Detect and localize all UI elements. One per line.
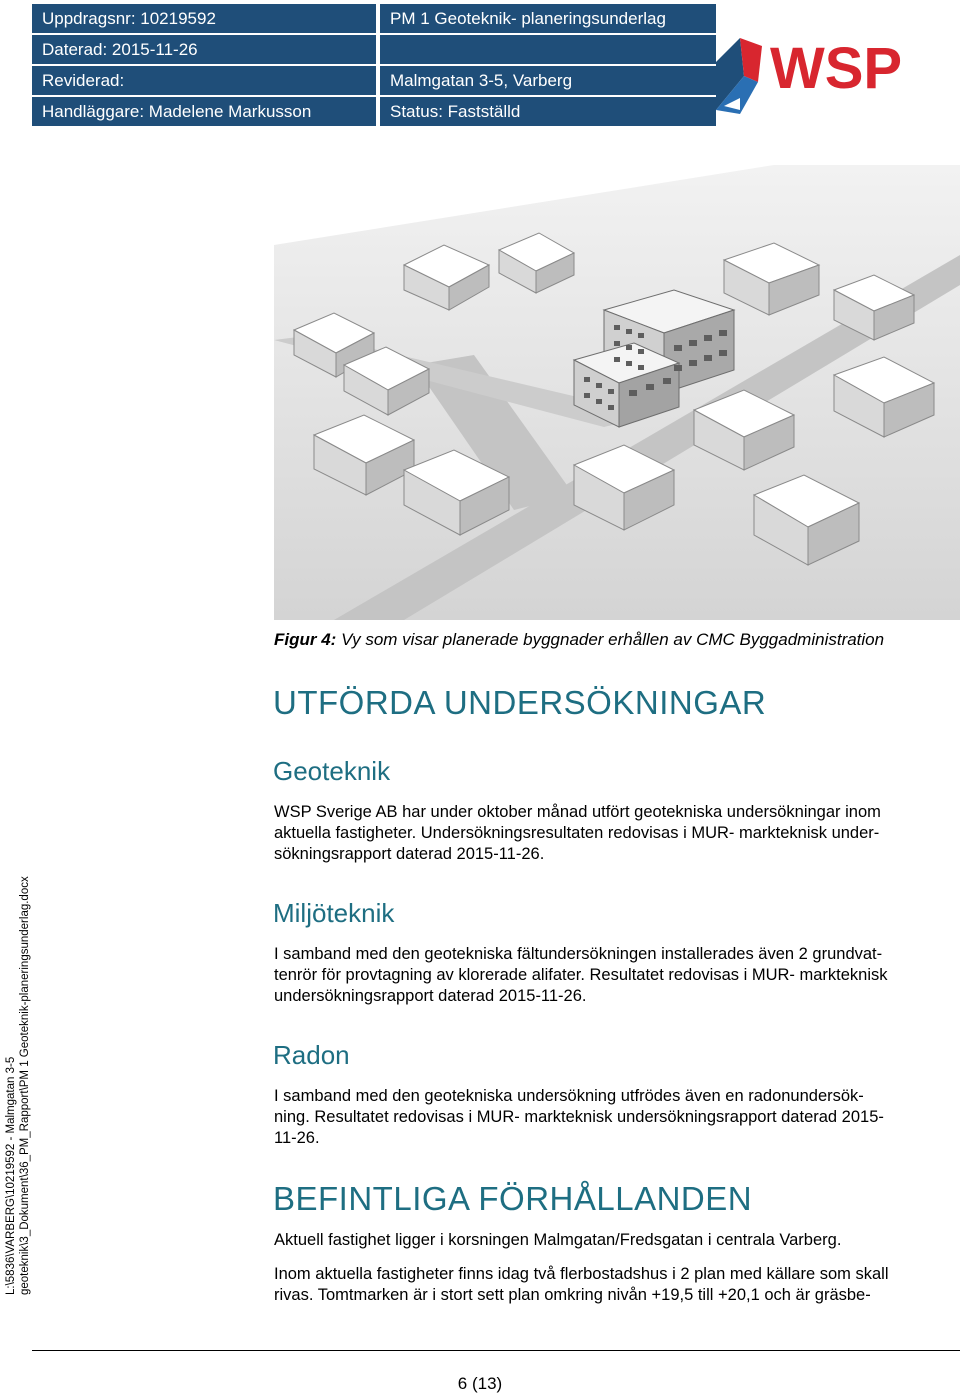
revised-field: Reviderad: (32, 66, 376, 95)
blank-cell (380, 35, 716, 64)
text-line: Inom aktuella fastigheter finns idag två flerbostadshus i 2 plan med källare som skall (274, 1265, 889, 1283)
file-path-margin (4, 876, 32, 1295)
text-line: 11-26. (274, 1129, 320, 1147)
text-line: ning. Resultatet redovisas i MUR- markteknisk undersökningsrapport daterad 2015- (274, 1108, 884, 1126)
logo-text: WSP (770, 36, 903, 101)
text-line: undersökningsrapport daterad 2015-11-26. (274, 987, 587, 1005)
file-path-line-2: geoteknik\3_Dokument\36_PM_Rapport\PM 1 Geoteknik-planeringsunderlag.docx (19, 876, 31, 1295)
wsp-logo (710, 10, 910, 116)
address-field: Malmgatan 3-5, Varberg (380, 66, 716, 95)
text-line: aktuella fastigheter. Undersökningsresultaten redovisas i MUR- markteknisk under- (274, 824, 880, 842)
paragraph-radon (274, 1086, 960, 1149)
text-line: I samband med den geotekniska undersökning utfrödes även en radonundersök- (274, 1087, 864, 1105)
heading-utforda-undersokningar: UTFÖRDA UNDERSÖKNINGAR (273, 684, 767, 721)
paragraph-befintliga-1: Aktuell fastighet ligger i korsningen Malmgatan/Fredsgatan i centrala Varberg. (274, 1231, 842, 1249)
text-line: rivas. Tomtmarken är i stort sett plan omkring nivån +19,5 till +20,1 och är gräsbe- (274, 1286, 871, 1304)
caption-label: Figur 4: (274, 630, 337, 649)
text-line: tenrör för provtagning av klorerade alifater. Resultatet redovisas i MUR- markteknisk (274, 966, 888, 984)
footer-divider (32, 1350, 960, 1351)
document-title: PM 1 Geoteknik- planeringsunderlag (380, 4, 716, 33)
site-rendering-svg (274, 165, 960, 620)
heading-befintliga-forhallanden: BEFINTLIGA FÖRHÅLLANDEN (273, 1180, 753, 1217)
caption-text: Vy som visar planerade byggnader erhållen av CMC Byggadministration (336, 630, 885, 649)
file-path-line-1: L:\5836\VARBERG\10219592 - Malmgatan 3-5 (5, 1056, 17, 1295)
heading-radon: Radon (273, 1040, 350, 1070)
text-line: WSP Sverige AB har under oktober månad utfört geotekniska undersökningar inom (274, 803, 881, 821)
paragraph-geoteknik (274, 802, 960, 865)
site-rendering-image (274, 165, 960, 620)
heading-miljoteknik: Miljöteknik (273, 898, 395, 928)
assignment-number: Uppdragsnr: 10219592 (32, 4, 376, 33)
figure-caption (274, 630, 884, 650)
heading-geoteknik: Geoteknik (273, 756, 391, 786)
status-field: Status: Fastställd (380, 97, 716, 126)
paragraph-befintliga-2 (274, 1264, 960, 1306)
text-line: I samband med den geotekniska fältundersökningen installerades även 2 grundvat- (274, 945, 883, 963)
paragraph-miljoteknik (274, 944, 960, 1007)
date-field: Daterad: 2015-11-26 (32, 35, 376, 64)
text-line: sökningsrapport daterad 2015-11-26. (274, 845, 545, 863)
page-number: 6 (13) (457, 1374, 503, 1393)
handler-field: Handläggare: Madelene Markusson (32, 97, 376, 126)
